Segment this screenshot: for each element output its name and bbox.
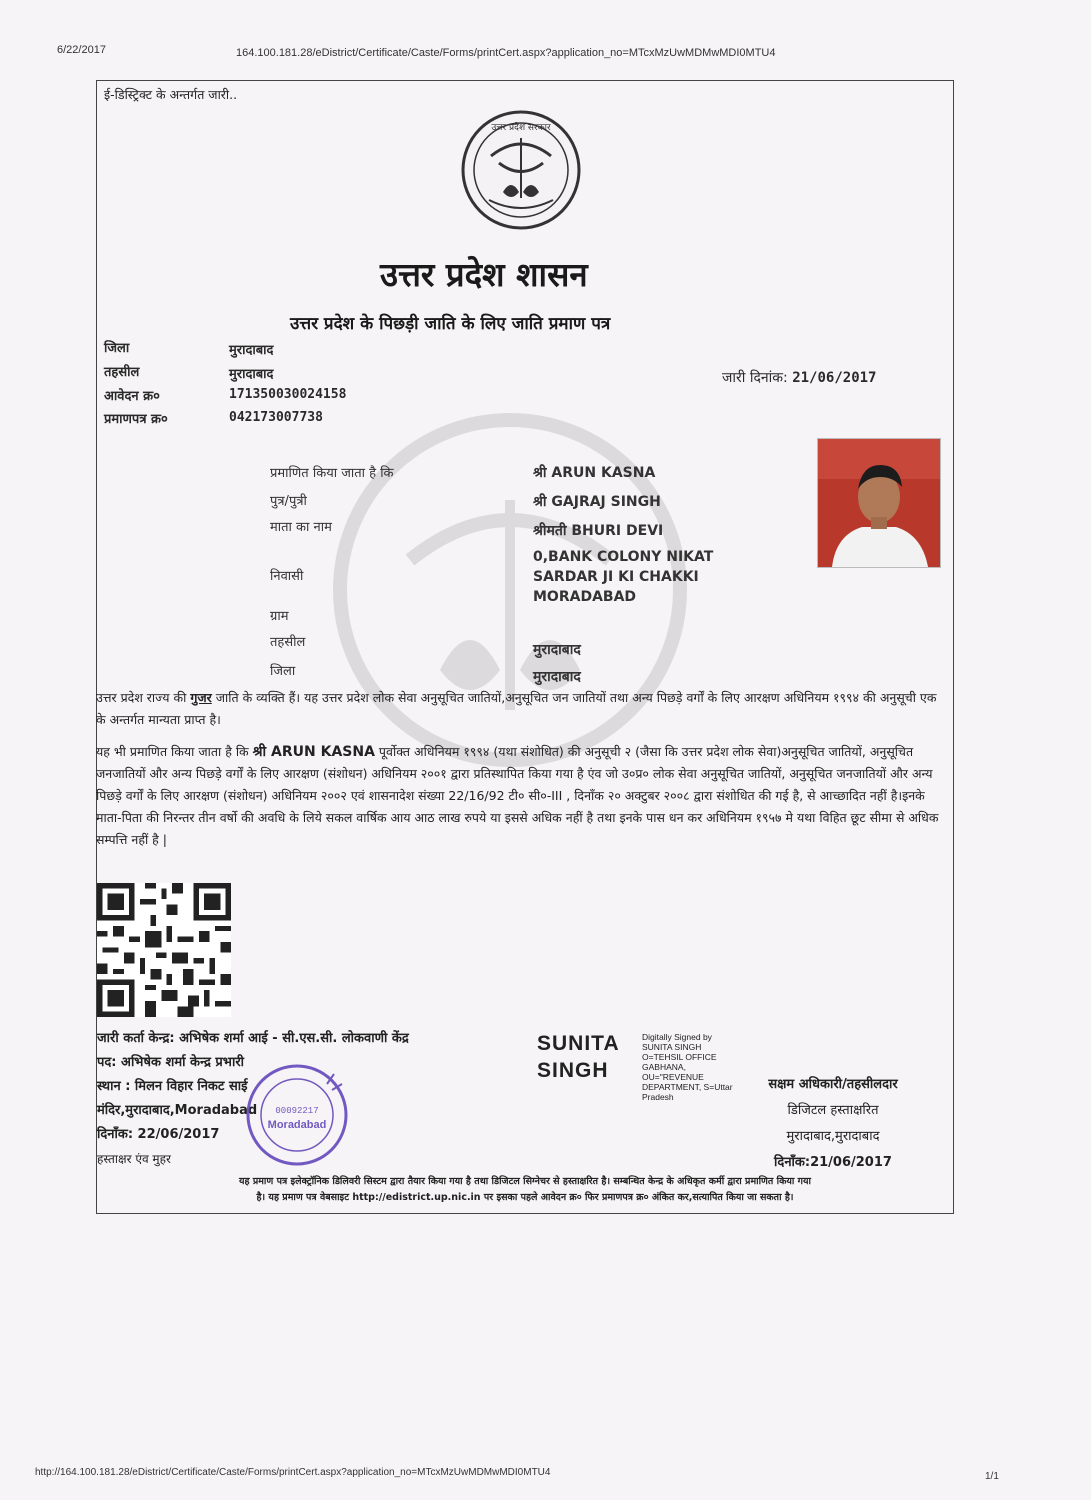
applicant-photo — [817, 438, 941, 568]
para1-post: जाति के व्यक्ति हैं। यह उत्तर प्रदेश लोक सेवा अनुसूचित जातियों,अनुसूचित जन जातियों तथा अन्य पिछड़े वर्गों के लिए आरक्षण अधिनियम १९९४ की अनुसूची एक के अन्तर्गत मान्यता प्राप्त है। — [96, 690, 937, 727]
sig-detail-3: O=TEHSIL OFFICE — [642, 1052, 717, 1062]
page-title: उत्तर प्रदेश शासन — [380, 255, 588, 294]
authority-place: मुरादाबाद,मुरादाबाद — [786, 1129, 880, 1144]
address-line-1: 0,BANK COLONY NIKAT — [533, 549, 714, 565]
certificate-label: प्रमाणपत्र क्र० — [104, 412, 168, 427]
print-date: 6/22/2017 — [57, 44, 106, 56]
issue-date — [722, 368, 877, 387]
para2-pre: यह भी प्रमाणित किया जाता है कि — [96, 744, 253, 759]
details-tehsil-label: तहसील — [270, 635, 306, 650]
authority-date: दिनाँक:21/06/2017 — [774, 1155, 892, 1170]
district-value: मुरादाबाद — [229, 343, 274, 358]
application-number: 171350030024158 — [229, 387, 347, 402]
details-tehsil-value: मुरादाबाद — [533, 642, 581, 658]
authority-title: सक्षम अधिकारी/तहसीलदार — [768, 1077, 898, 1092]
issuer-place-line-2: मंदिर,मुरादाबाद,Moradabad — [97, 1103, 258, 1118]
tehsil-label: तहसील — [104, 365, 140, 380]
resident-label: निवासी — [270, 569, 304, 584]
son-daughter-label: पुत्र/पुत्री — [270, 494, 307, 509]
certification-paragraph — [96, 741, 942, 851]
print-url-bottom: http://164.100.181.28/eDistrict/Certificate/Caste/Forms/printCert.aspx?application_no=MTcxMzUwMDMwMDI0MTU4 — [35, 1467, 551, 1478]
certified-label: प्रमाणित किया जाता है कि — [270, 466, 394, 481]
village-label: ग्राम — [270, 609, 289, 624]
emblem-text: उत्तर प्रदेश सरकार — [491, 123, 551, 133]
sig-detail-7: Pradesh — [642, 1092, 674, 1102]
address-line-2: SARDAR JI KI CHAKKI — [533, 569, 699, 585]
issue-date-label: जारी दिनांक: — [722, 370, 788, 386]
print-url-top: 164.100.181.28/eDistrict/Certificate/Caste/Forms/printCert.aspx?application_no=MTcxMzUwMDMwMDI0MTU4 — [236, 47, 776, 59]
tehsil-value: मुरादाबाद — [229, 367, 274, 382]
applicant-name: श्री ARUN KASNA — [533, 465, 656, 481]
qr-code — [97, 883, 231, 1017]
caste-paragraph — [96, 687, 942, 731]
para2-post: पूर्वोक्त अधिनियम १९९४ (यथा संशोधित) की अनुसूची २ (जैसा कि उत्तर प्रदेश लोक सेवा)अनुसूचित जातियों, अनुसूचित जनजातियों और अन्य पिछड़े वर्गों के लिए आरक्षण (संशोधन) अधिनियम २००१ द्वारा प्रतिस्थापित किया गया है एंव जो उ०प्र० लोक सेवा अनुसूचित जातियों, अनुसूचित जनजातियों और अन्य पिछड़े वर्गों के लिए आरक्षण (संशोधन) अधिनियम २००२ एवं शासनादेश संख्या 22/16/92 टी० सी०-III , दिनाँक २० अक्टुबर २००८ द्वारा संशोधित की गई है, से आच्छादित नहीं है।इनके माता-पिता की निरन्तर तीन वर्षो की अवधि के लिये सकल वार्षिक आय आठ लाख रुपये या इससे अधिक नहीं है तथा इनके पास धन कर अधिनियम १९५७ मे यथा विहित छूट सीमा से अधिक सम्पत्ति नहीं है | — [96, 744, 939, 847]
sig-detail-6: DEPARTMENT, S=Uttar — [642, 1082, 733, 1092]
digital-signature-name — [537, 1030, 620, 1084]
issuer-date: दिनाँक: 22/06/2017 — [97, 1127, 220, 1142]
authority-block — [748, 1072, 918, 1176]
issuer-centre: जारी कर्ता केन्द्र: अभिषेक शर्मा आई - सी.एस.सी. लोकवाणी केंद्र — [97, 1031, 409, 1046]
mother-label: माता का नाम — [270, 520, 332, 535]
caste-name: गुजर — [190, 690, 212, 705]
issuer-place-line-1: स्थान : मिलन विहार निकट साई — [97, 1079, 248, 1094]
authority-signed: डिजिटल हस्ताक्षरित — [787, 1103, 879, 1118]
details-district-label: जिला — [270, 664, 296, 679]
details-district-value: मुरादाबाद — [533, 669, 581, 685]
certificate-subtitle: उत्तर प्रदेश के पिछड़ी जाति के लिए जाति प्रमाण पत्र — [290, 314, 611, 334]
rubber-stamp-icon — [244, 1062, 350, 1168]
address-line-3: MORADABAD — [533, 589, 637, 605]
sign-seal-label: हस्ताक्षर एंव मुहर — [97, 1152, 171, 1166]
digital-signature-details — [642, 1032, 733, 1102]
father-name: श्री GAJRAJ SINGH — [533, 494, 661, 510]
issue-date-value: 21/06/2017 — [792, 370, 877, 386]
sig-detail-1: Digitally Signed by — [642, 1032, 712, 1042]
certificate-number: 042173007738 — [229, 410, 323, 425]
footer-line-1: यह प्रमाण पत्र इलेक्ट्रॉनिक डिलिवरी सिस्टम द्वारा तैयार किया गया है तथा डिजिटल सिग्नेचर से हस्ताक्षरित है। सम्बन्धित केन्द्र के अधिकृत कर्मी द्वारा प्रमाणित किया गया — [238, 1176, 811, 1187]
page-count: 1/1 — [985, 1471, 999, 1482]
para2-name: श्री ARUN KASNA — [252, 744, 375, 760]
signer-name-line-1: SUNITA — [537, 1032, 620, 1055]
application-label: आवेदन क्र० — [104, 389, 160, 404]
issuer-post: पद: अभिषेक शर्मा केन्द्र प्रभारी — [97, 1055, 244, 1070]
signer-name-line-2: SINGH — [537, 1059, 609, 1082]
district-label: जिला — [104, 341, 130, 356]
stamp-text: Moradabad — [267, 1119, 327, 1131]
sig-detail-2: SUNITA SINGH — [642, 1042, 702, 1052]
sig-detail-5: OU="REVENUE — [642, 1072, 704, 1082]
para1-pre: उत्तर प्रदेश राज्य की — [96, 690, 191, 705]
address — [533, 547, 713, 607]
stamp-number: 00092217 — [275, 1106, 319, 1116]
footer-line-2: है। यह प्रमाण पत्र वेबसाइट http://edistrict.up.nic.in पर इसका पहले आवेदन क्र० फिर प्रमाणपत्र क्र० अंकित कर,सत्यापित किया जा सकता है। — [256, 1192, 794, 1203]
issued-under-text: ई-डिस्ट्रिक्ट के अन्तर्गत जारी.. — [104, 87, 238, 102]
photo-portrait-icon — [818, 439, 940, 567]
footer-note — [100, 1174, 950, 1206]
sig-detail-4: GABHANA, — [642, 1062, 686, 1072]
up-emblem-icon — [459, 108, 583, 232]
mother-name: श्रीमती BHURI DEVI — [533, 523, 664, 539]
